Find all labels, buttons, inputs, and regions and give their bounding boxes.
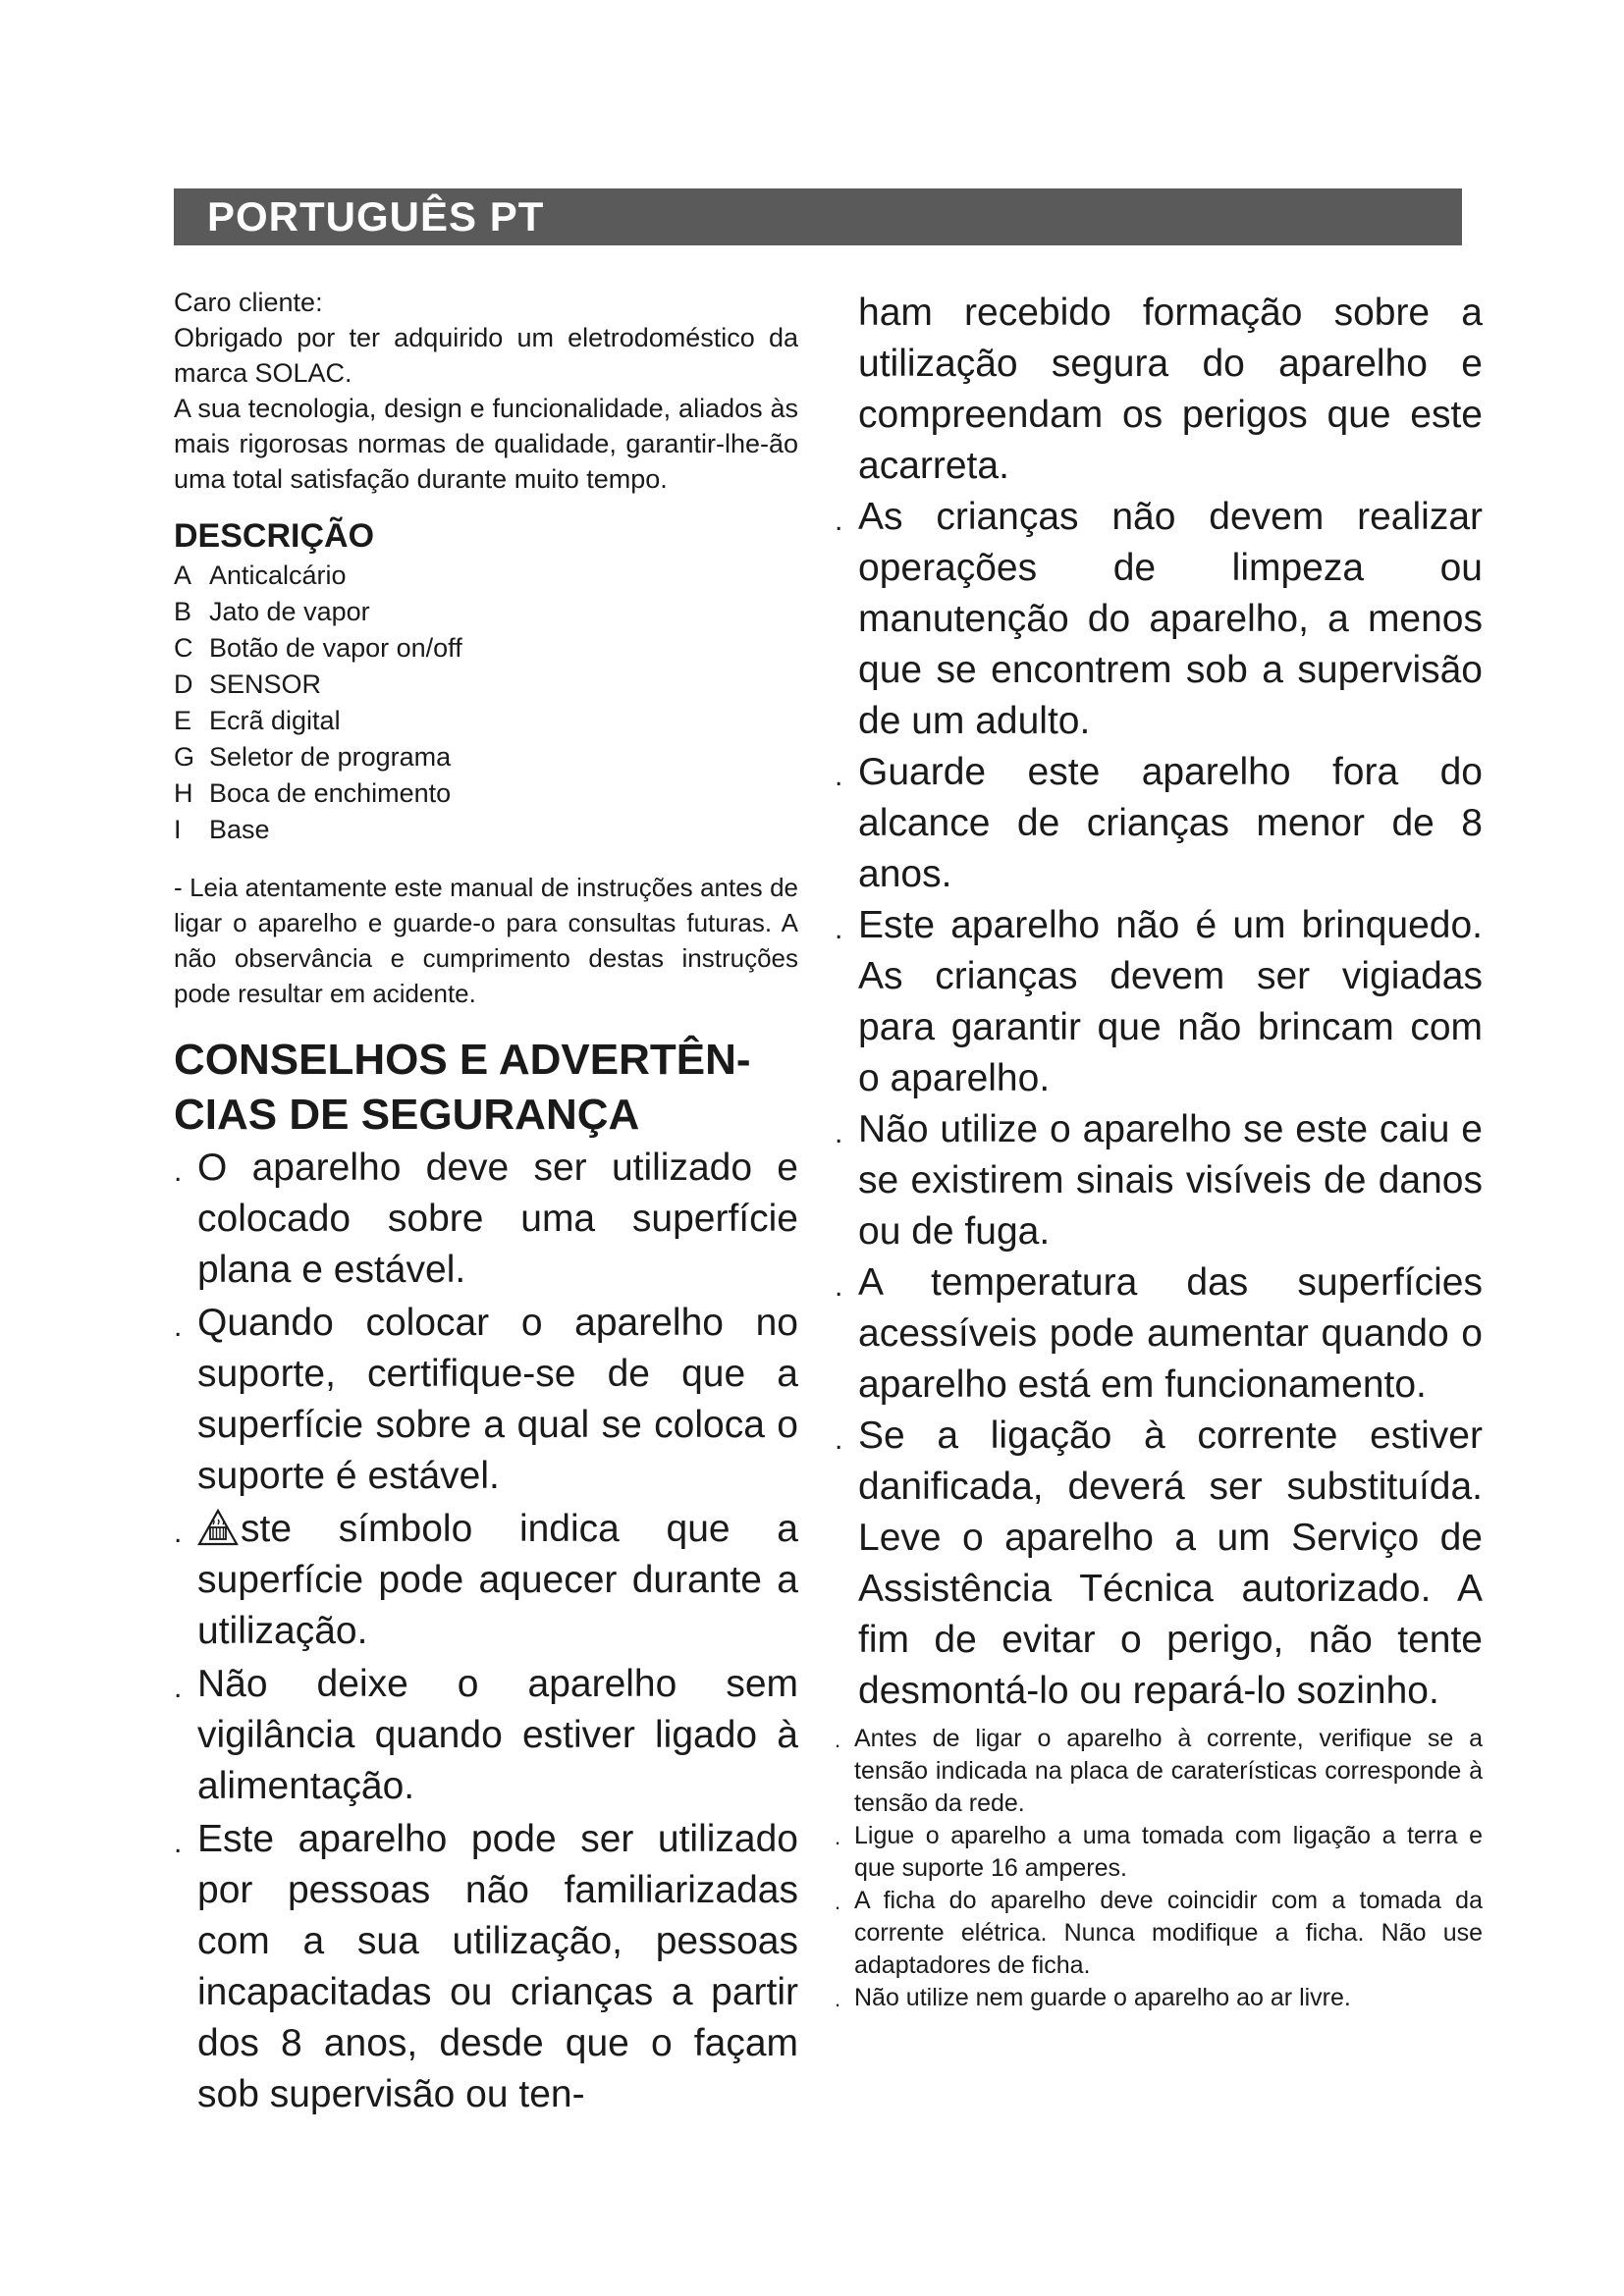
safety-bullet-text: O aparelho deve ser utilizado e colocado sobre uma superfície plana e estável. [197, 1147, 798, 1291]
bullet-marker: . [835, 1987, 841, 2011]
description-letter: B [174, 597, 192, 626]
description-label: Seletor de programa [209, 742, 452, 772]
safety-heading [174, 1033, 798, 1143]
bullet-marker: . [835, 1728, 841, 1752]
safety-bullet [835, 747, 1483, 900]
description-letter: G [174, 742, 195, 772]
safety-bullet [835, 1411, 1483, 1717]
safety-bullet-text: ste símbolo indica que a superfície pode aquecer durante a utilização. [197, 1508, 798, 1652]
language-header-title: PORTUGUÊS PT [207, 193, 545, 240]
bullet-marker: . [174, 1517, 183, 1549]
description-label: Botão de vapor on/off [209, 633, 462, 663]
description-letter: C [174, 633, 193, 663]
description-item [174, 739, 798, 775]
safety-bullet-text: A temperatura das superfícies acessíveis pode aumentar quando o aparelho está em funcionamento. [858, 1261, 1483, 1406]
bullet-marker: . [174, 1827, 183, 1859]
safety-bullets-small [835, 1723, 1483, 2014]
description-label: SENSOR [209, 669, 322, 699]
description-letter: H [174, 778, 193, 808]
greeting: Caro cliente: [174, 288, 323, 317]
safety-bullet [174, 1298, 798, 1502]
safety-bullet-text: Quando colocar o aparelho no suporte, certifique-se de que a superfície sobre a qual se coloca o suporte é estável. [197, 1302, 798, 1497]
description-list [174, 558, 798, 848]
intro-technology: A sua tecnologia, design e funcionalidade, aliados às mais rigorosas normas de qualidade, garantir-lhe-ão uma total satisfação durante muito tempo. [174, 394, 798, 494]
bullet-marker: . [835, 913, 843, 945]
safety-bullet-text: Se a ligação à corrente estiver danificada, deverá ser substituída. Leve o aparelho a um Serviço de Assistência Técnica autorizado. A fim de evitar o perigo, não tente desmontá-lo ou repará-lo sozinho. [858, 1415, 1483, 1712]
description-item [174, 594, 798, 630]
bullet-marker: . [174, 1310, 183, 1343]
safety-bullet [174, 1814, 798, 2120]
safety-bullet [835, 492, 1483, 747]
safety-bullet-text: As crianças não devem realizar operações de limpeza ou manutenção do aparelho, a menos que se encontrem sob a supervisão de um adulto. [858, 496, 1483, 742]
description-letter: A [174, 561, 192, 590]
left-column [174, 285, 798, 2120]
bullet-marker: . [835, 505, 843, 537]
intro-thanks: Obrigado por ter adquirido um eletrodoméstico da marca SOLAC. [174, 323, 798, 388]
description-item [174, 630, 798, 667]
bullet-marker: . [835, 1117, 843, 1149]
bullet-marker: . [174, 1672, 183, 1704]
description-heading: DESCRIÇÃO [174, 517, 375, 555]
description-item [174, 703, 798, 739]
safety-bullet-small [835, 1885, 1483, 1982]
hot-surface-warning-icon [197, 1508, 239, 1547]
bullet-marker: . [835, 1270, 843, 1303]
safety-bullets-right [835, 492, 1483, 1717]
read-manual-note: - Leia atentamente este manual de instruções antes de ligar o aparelho e guarde-o para consultas futuras. A não observância e cumprimento destas instruções pode resultar em acidente. [174, 873, 798, 1008]
bullet-marker: . [835, 1825, 841, 1849]
safety-bullet-text: Guarde este aparelho fora do alcance de crianças menor de 8 anos. [858, 751, 1483, 895]
safety-bullet-text: Este aparelho não é um brinquedo. As crianças devem ser vigiadas para garantir que não brincam com o aparelho. [858, 904, 1483, 1099]
bullet-marker: . [835, 1890, 841, 1914]
language-header-bar [174, 188, 1462, 245]
description-label: Anticalcário [209, 561, 347, 590]
safety-heading-line: CIAS DE SEGURANÇA [174, 1091, 640, 1139]
description-label: Base [209, 815, 270, 844]
description-item [174, 812, 798, 848]
safety-bullet [835, 1257, 1483, 1411]
safety-heading-line: CONSELHOS E ADVERTÊN- [174, 1036, 751, 1084]
safety-bullet-small [835, 1982, 1483, 2014]
safety-bullet-text: Não utilize nem guarde o aparelho ao ar livre. [854, 1984, 1351, 2011]
safety-bullet-text: Não utilize o aparelho se este caiu e se existirem sinais visíveis de danos ou de fuga. [858, 1108, 1483, 1253]
bullet-marker: . [835, 760, 843, 792]
safety-bullet-text: Este aparelho pode ser utilizado por pessoas não familiarizadas com a sua utilização, pessoas incapacitadas ou crianças a partir dos 8 anos, desde que o façam sob supervisão ou ten- [197, 1818, 798, 2115]
description-label: Boca de enchimento [209, 778, 452, 808]
description-label: Jato de vapor [209, 597, 370, 626]
safety-bullet-text: Ligue o aparelho a uma tomada com ligação a terra e que suporte 16 amperes. [854, 1822, 1483, 1882]
safety-bullet [174, 1504, 798, 1657]
safety-bullet-text: Antes de ligar o aparelho à corrente, verifique se a tensão indicada na placa de caraterísticas corresponde à tensão da rede. [854, 1725, 1483, 1817]
safety-bullet [835, 900, 1483, 1104]
description-item [174, 558, 798, 594]
safety-bullet-continuation: ham recebido formação sobre a utilização segura do aparelho e compreendam os perigos que este acarreta. [858, 292, 1483, 487]
safety-bullet [174, 1143, 798, 1296]
description-letter: E [174, 706, 192, 735]
safety-bullet-text: Não deixe o aparelho sem vigilância quando estiver ligado à alimentação. [197, 1663, 798, 1807]
safety-bullet-small [835, 1820, 1483, 1885]
safety-bullet-text: A ficha do aparelho deve coincidir com a tomada da corrente elétrica. Nunca modifique a ficha. Não use adaptadores de ficha. [854, 1887, 1483, 1979]
description-letter: I [174, 815, 182, 844]
safety-bullet [174, 1659, 798, 1812]
description-item [174, 775, 798, 812]
right-column [835, 288, 1483, 2014]
bullet-marker: . [174, 1155, 183, 1188]
safety-bullet-small [835, 1723, 1483, 1820]
description-label: Ecrã digital [209, 706, 341, 735]
description-item [174, 667, 798, 703]
description-letter: D [174, 669, 193, 699]
safety-bullet [835, 1104, 1483, 1257]
safety-bullets-left [174, 1143, 798, 2120]
bullet-marker: . [835, 1423, 843, 1456]
